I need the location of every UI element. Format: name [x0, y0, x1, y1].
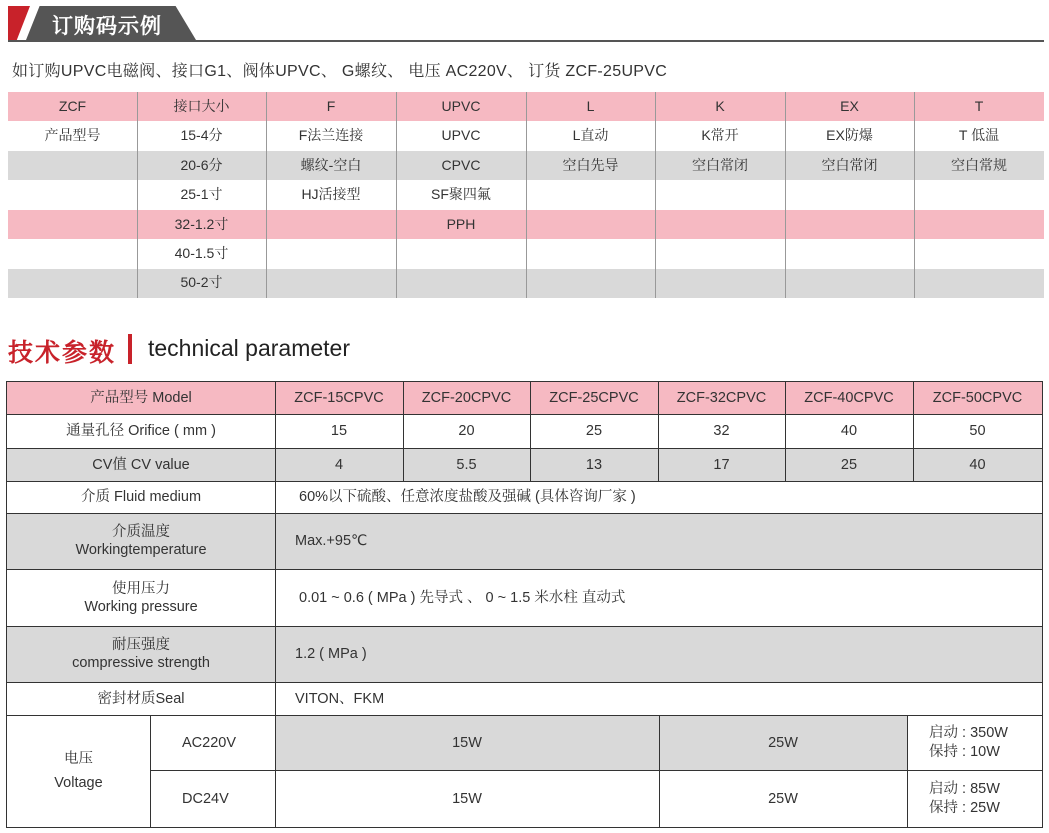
orifice-value-cell: 50 [969, 423, 986, 439]
order-table-cell: UPVC [441, 127, 481, 143]
order-table-cell: 空白常闭 [692, 157, 748, 173]
medium-value: 60%以下硫酸、任意浓度盐酸及强碱 (具体咨询厂家 ) [299, 489, 636, 505]
order-table-cell: SF聚四氟 [431, 186, 491, 202]
model-name-cell: ZCF-25CPVC [549, 390, 639, 406]
order-table-cell [655, 180, 785, 209]
model-name-cell: ZCF-15CPVC [294, 390, 384, 406]
orifice-value-cell: 32 [713, 423, 730, 439]
order-table-cell: 15-4分 [180, 127, 223, 143]
order-table-cell: PPH [446, 216, 476, 232]
tech-title-divider [128, 334, 132, 364]
pressure-label [7, 569, 275, 626]
order-table-cell [655, 210, 785, 239]
order-example-text: 如订购UPVC电磁阀、接口G1、阀体UPVC、 G螺纹、 电压 AC220V、 订货 ZCF-25UPVC [12, 63, 668, 80]
order-table-cell: 空白先导 [562, 157, 619, 173]
model-name-cell: ZCF-40CPVC [804, 390, 894, 406]
order-table-cell [396, 239, 526, 268]
medium-label: 介质 Fluid medium [80, 489, 202, 505]
dc-hold-power: 保持 : 25W [929, 799, 1000, 816]
order-table-cell [526, 239, 655, 268]
cv-value-cell: 5.5 [456, 456, 477, 473]
dc-power-large: 25W [768, 790, 798, 807]
order-table-cell [396, 268, 526, 297]
order-table-cell [266, 239, 396, 268]
order-table-cell [8, 268, 137, 297]
tech-section-title: 技术参数 [8, 339, 117, 367]
orifice-value-cell: 40 [840, 423, 858, 439]
order-table-cell [266, 210, 396, 239]
voltage-label-en: Voltage [54, 775, 103, 791]
temperature-label [7, 513, 275, 569]
ac-start-power: 启动 : 350W [929, 724, 1008, 741]
order-table-cell [914, 180, 1044, 209]
order-header-cell: ZCF [58, 98, 87, 114]
voltage-label [7, 715, 150, 827]
orifice-value-cell: 15 [330, 423, 348, 439]
order-header-cell: EX [840, 98, 859, 114]
strength-label-en: compressive strength [72, 655, 210, 671]
strength-value: 1.2 ( MPa ) [295, 646, 367, 662]
order-table-cell [914, 268, 1044, 297]
dc-start-power: 启动 : 85W [929, 780, 1000, 797]
order-table-cell: EX防爆 [826, 127, 873, 143]
order-table-cell [8, 239, 137, 268]
order-table-cell: 32-1.2寸 [174, 216, 229, 232]
order-table-cell: 产品型号 [44, 127, 101, 143]
order-section-title: 订购码示例 [52, 15, 162, 38]
ac-power-large: 25W [768, 734, 798, 751]
order-header-cell: L [586, 98, 595, 114]
order-table-cell [785, 180, 914, 209]
model-header-label: 产品型号 Model [90, 390, 192, 406]
order-table-cell: HJ活接型 [301, 186, 361, 202]
cv-value-cell: 40 [969, 456, 986, 473]
order-table-cell [655, 239, 785, 268]
seal-label: 密封材质Seal [97, 690, 185, 707]
dc-voltage-label: DC24V [182, 790, 229, 807]
orifice-value-cell: 25 [585, 423, 603, 439]
order-table-cell [526, 268, 655, 297]
order-table-cell [785, 210, 914, 239]
model-name-cell: ZCF-20CPVC [421, 390, 512, 406]
pressure-label-cn: 使用压力 [112, 580, 170, 597]
order-table-cell [655, 268, 785, 297]
order-section-banner [8, 6, 1044, 40]
temperature-label-en: Workingtemperature [75, 542, 207, 558]
ac-power-small: 15W [452, 734, 482, 751]
ac-hold-power: 保持 : 10W [929, 743, 1000, 760]
order-table-cell: K常开 [701, 127, 739, 143]
order-table-cell [914, 210, 1044, 239]
order-table-cell [785, 239, 914, 268]
order-table-cell: 50-2寸 [180, 274, 223, 290]
ac-power-special [907, 715, 1042, 770]
tech-parameter-table [6, 381, 1043, 828]
order-header-cell: UPVC [441, 98, 481, 114]
seal-value: VITON、FKM [295, 690, 385, 707]
order-header-cell: T [974, 98, 984, 114]
strength-label-cn: 耐压强度 [112, 637, 170, 653]
orifice-value-cell: 20 [458, 423, 475, 439]
order-table-cell [526, 210, 655, 239]
temperature-label-cn: 介质温度 [112, 524, 170, 540]
cv-label: CV值 CV value [92, 456, 190, 473]
order-table-cell [526, 180, 655, 209]
order-table-cell: 空白常闭 [821, 157, 878, 173]
order-table-cell: 40-1.5寸 [174, 245, 229, 261]
order-table-cell: 20-6分 [180, 157, 223, 173]
order-table-cell [8, 151, 137, 180]
orifice-label: 通量孔径 Orifice ( mm ) [66, 423, 216, 439]
order-table-cell: 空白常规 [951, 157, 1007, 173]
order-table-cell [266, 268, 396, 297]
order-table-cell: CPVC [441, 157, 481, 173]
order-table-cell: L直动 [572, 127, 609, 143]
order-table-cell [8, 180, 137, 209]
cv-value-cell: 4 [334, 456, 344, 473]
model-name-cell: ZCF-32CPVC [676, 390, 767, 406]
tech-section-subtitle: technical parameter [148, 335, 350, 361]
temperature-value: Max.+95℃ [295, 533, 368, 549]
strength-label [7, 626, 275, 682]
order-table-cell [914, 239, 1044, 268]
order-table-cell [8, 210, 137, 239]
order-table-cell: T 低温 [958, 127, 1000, 143]
order-code-table [8, 92, 1044, 298]
ac-voltage-label: AC220V [182, 734, 237, 751]
pressure-value: 0.01 ~ 0.6 ( MPa ) 先导式 、 0 ~ 1.5 米水柱 直动式 [299, 589, 626, 606]
dc-power-small: 15W [452, 790, 482, 807]
cv-value-cell: 25 [840, 456, 858, 473]
banner-underline [8, 40, 1044, 42]
order-header-cell: F [326, 98, 336, 114]
order-table-cell: 25-1寸 [180, 186, 223, 202]
model-name-cell: ZCF-50CPVC [932, 390, 1023, 406]
order-table-cell: F法兰连接 [298, 127, 364, 143]
order-table-cell [785, 268, 914, 297]
order-header-cell: 接口大小 [173, 98, 230, 114]
pressure-label-en: Working pressure [84, 598, 198, 615]
voltage-label-cn: 电压 [64, 751, 93, 767]
order-table-cell: 螺纹-空白 [300, 157, 362, 173]
cv-value-cell: 13 [585, 456, 603, 473]
dc-power-special [907, 770, 1042, 827]
order-header-cell: K [715, 98, 725, 114]
cv-value-cell: 17 [713, 456, 730, 473]
